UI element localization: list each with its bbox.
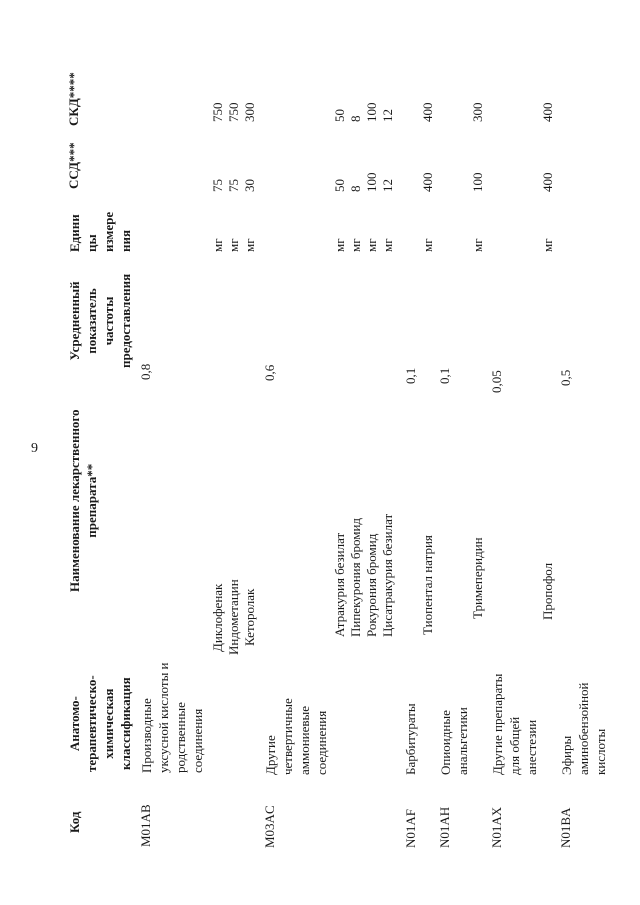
- header-units: Едини цы измере ния: [67, 211, 133, 252]
- ssd-value: 400: [540, 172, 555, 192]
- skd-value: 300: [242, 102, 257, 122]
- ssd-value: 30: [242, 179, 257, 192]
- ssd-value: 100: [364, 172, 379, 192]
- header-skd: СКД****: [66, 72, 81, 126]
- ssd-value: 75: [226, 179, 241, 192]
- unit-value: мг: [348, 238, 363, 252]
- unit-value: мг: [364, 238, 379, 252]
- atc-class: Опиоидные анальгетики: [438, 707, 470, 775]
- skd-value: 400: [420, 102, 435, 122]
- atc-code: N01AH: [437, 806, 452, 848]
- header-ssd: ССД***: [66, 142, 81, 189]
- skd-value: 8: [348, 115, 363, 122]
- drug-name: Диклофенак: [210, 583, 225, 652]
- header-frequency: Усредненный показатель частоты предоставления: [67, 273, 133, 368]
- frequency-value: 0,05: [489, 370, 504, 393]
- skd-value: 50: [332, 109, 347, 122]
- skd-value: 100: [364, 102, 379, 122]
- skd-value: 750: [210, 102, 225, 122]
- drug-name: Цисатракурия безилат: [380, 513, 395, 637]
- unit-value: мг: [226, 238, 241, 252]
- unit-value: мг: [210, 238, 225, 252]
- unit-value: мг: [380, 238, 395, 252]
- header-code: Код: [67, 811, 82, 833]
- page-number: 9: [31, 441, 38, 456]
- drug-name: Пропофол: [540, 562, 555, 620]
- atc-code: N01AF: [403, 808, 418, 848]
- frequency-value: 0,6: [262, 364, 277, 381]
- unit-value: мг: [420, 238, 435, 252]
- frequency-value: 0,8: [138, 363, 153, 380]
- ssd-value: 8: [348, 185, 363, 192]
- ssd-value: 75: [210, 179, 225, 192]
- atc-code: M03AC: [262, 805, 277, 848]
- drug-name: Кеторолак: [242, 588, 257, 646]
- frequency-value: 0,1: [403, 367, 418, 384]
- skd-value: 12: [380, 109, 395, 122]
- skd-value: 750: [226, 102, 241, 122]
- drug-name: Тиопентал натрия: [420, 535, 435, 635]
- atc-class: Эфиры аминобензойной кислоты: [559, 682, 608, 775]
- header-atc: Анатомо- терапевтическо- химическая классификация: [67, 675, 133, 772]
- atc-class: Другие препараты для общей анестезии: [490, 673, 539, 775]
- ssd-value: 12: [380, 179, 395, 192]
- frequency-value: 0,5: [558, 369, 573, 386]
- unit-value: мг: [470, 238, 485, 252]
- skd-value: 400: [540, 102, 555, 122]
- ssd-value: 400: [420, 172, 435, 192]
- unit-value: мг: [332, 238, 347, 252]
- header-drug: Наименование лекарственного препарата**: [67, 409, 99, 592]
- atc-class: Барбитураты: [403, 703, 418, 775]
- unit-value: мг: [242, 238, 257, 252]
- drug-name: Атракурия безилат: [332, 532, 347, 637]
- atc-class: Производные уксусной кислоты и родственные соединения: [139, 662, 205, 773]
- atc-code: M01AB: [138, 804, 153, 847]
- drug-name: Рокурония бромид: [364, 533, 379, 637]
- frequency-value: 0,1: [437, 367, 452, 384]
- ssd-value: 100: [470, 172, 485, 192]
- unit-value: мг: [540, 238, 555, 252]
- atc-class: Другие четвертичные аммониевые соединения: [263, 698, 329, 775]
- ssd-value: 50: [332, 179, 347, 192]
- drug-name: Индометацин: [226, 579, 241, 655]
- skd-value: 300: [470, 102, 485, 122]
- atc-code: N01BA: [558, 807, 573, 848]
- atc-code: N01AX: [489, 806, 504, 848]
- drug-name: Пипекурония бромид: [348, 517, 363, 637]
- drug-name: Тримеперидин: [470, 537, 485, 619]
